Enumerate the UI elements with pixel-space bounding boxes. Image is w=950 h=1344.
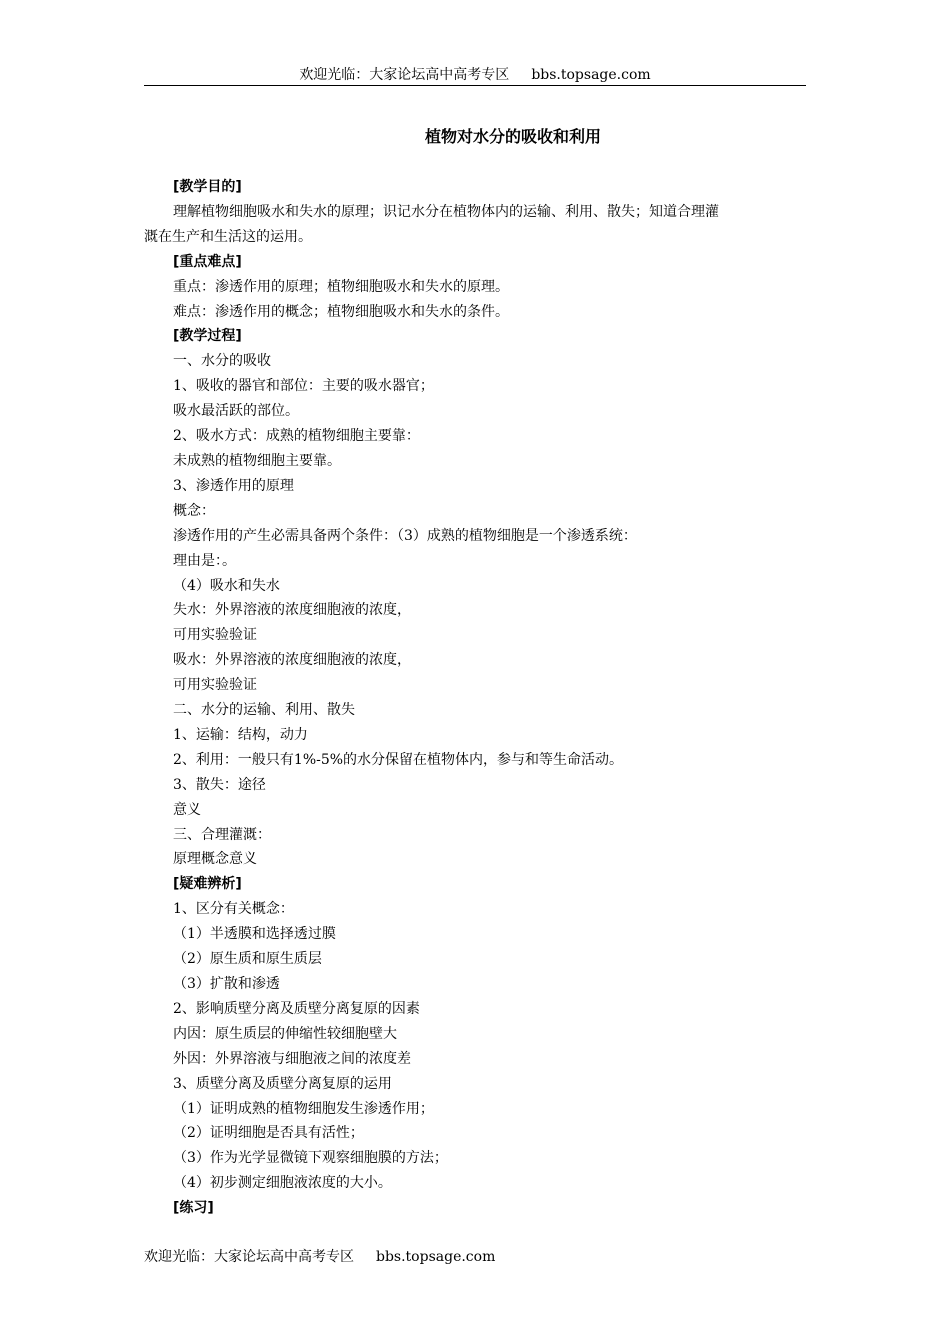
objective-text-line-2: 溉在生产和生活这的运用。 <box>144 228 312 245</box>
analysis-line: （4）初步测定细胞液浓度的大小。 <box>173 1175 392 1192</box>
process-line: 二、水分的运输、利用、散失 <box>173 702 355 719</box>
process-line: 失水：外界溶液的浓度细胞液的浓度， <box>173 602 411 619</box>
process-line: 可用实验验证 <box>173 627 257 644</box>
process-line: （4）吸水和失水 <box>173 577 280 594</box>
analysis-line: （2）原生质和原生质层 <box>173 951 322 968</box>
header-welcome-text: 欢迎光临：大家论坛高中高考专区 <box>299 67 510 83</box>
process-line: 理由是：。 <box>173 552 236 569</box>
process-line: 概念： <box>173 502 215 519</box>
objective-text-line-1: 理解植物细胞吸水和失水的原理；识记水分在植物体内的运输、利用、散失；知道合理灌 <box>173 203 719 220</box>
process-line: 1、吸收的器官和部位：主要的吸水器官； <box>173 378 434 395</box>
page-footer <box>144 1248 495 1266</box>
analysis-line: 内因：原生质层的伸缩性较细胞壁大 <box>173 1025 397 1042</box>
keypoint-text: 重点：渗透作用的原理；植物细胞吸水和失水的原理。 <box>173 278 509 295</box>
process-line: 3、散失：途径 <box>173 776 266 793</box>
process-line: 1、运输：结构，动力 <box>173 726 308 743</box>
difficulty-text: 难点：渗透作用的概念；植物细胞吸水和失水的条件。 <box>173 303 509 320</box>
process-line: 3、渗透作用的原理 <box>173 477 294 494</box>
section-heading-keypoints: [重点难点] <box>173 253 242 270</box>
section-heading-objective: [教学目的] <box>173 179 242 195</box>
process-line: 未成熟的植物细胞主要靠。 <box>173 452 341 469</box>
page-header <box>144 66 806 84</box>
process-line: 吸水：外界溶液的浓度细胞液的浓度， <box>173 652 411 669</box>
process-line: 原理概念意义 <box>173 851 257 868</box>
analysis-line: 2、影响质壁分离及质壁分离复原的因素 <box>173 1000 420 1017</box>
document-title: 植物对水分的吸收和利用 <box>424 127 601 146</box>
analysis-line: （3）扩散和渗透 <box>173 976 280 992</box>
process-line: 意义 <box>173 801 201 818</box>
analysis-line: （3）作为光学显微镜下观察细胞膜的方法； <box>173 1150 448 1167</box>
process-line: 渗透作用的产生必需具备两个条件：（3）成熟的植物细胞是一个渗透系统： <box>173 527 637 544</box>
analysis-line: 3、质壁分离及质壁分离复原的运用 <box>173 1075 392 1092</box>
process-line: 2、吸水方式：成熟的植物细胞主要靠： <box>173 428 420 445</box>
analysis-line: 1、区分有关概念： <box>173 901 294 918</box>
section-heading-exercise: [练习] <box>173 1200 214 1217</box>
footer-welcome-text: 欢迎光临：大家论坛高中高考专区 <box>144 1249 354 1265</box>
footer-site-link[interactable]: bbs.topsage.com <box>376 1249 496 1265</box>
header-site-link[interactable]: bbs.topsage.com <box>531 67 651 83</box>
process-line: 2、利用：一般只有1%-5%的水分保留在植物体内，参与和等生命活动。 <box>173 751 624 768</box>
process-line: 三、合理灌溉： <box>173 826 271 843</box>
analysis-line: 外因：外界溶液与细胞液之间的浓度差 <box>173 1050 411 1067</box>
section-heading-analysis: [疑难辨析] <box>173 876 242 893</box>
document-body <box>144 175 814 1221</box>
analysis-line: （1）半透膜和选择透过膜 <box>173 926 336 943</box>
process-line: 吸水最活跃的部位。 <box>173 403 299 420</box>
header-divider <box>144 85 806 86</box>
section-heading-process: [教学过程] <box>173 328 242 345</box>
process-line: 可用实验验证 <box>173 677 257 694</box>
analysis-line: （2）证明细胞是否具有活性； <box>173 1125 364 1142</box>
process-line: 一、水分的吸收 <box>173 353 271 370</box>
analysis-line: （1）证明成熟的植物细胞发生渗透作用； <box>173 1100 434 1117</box>
